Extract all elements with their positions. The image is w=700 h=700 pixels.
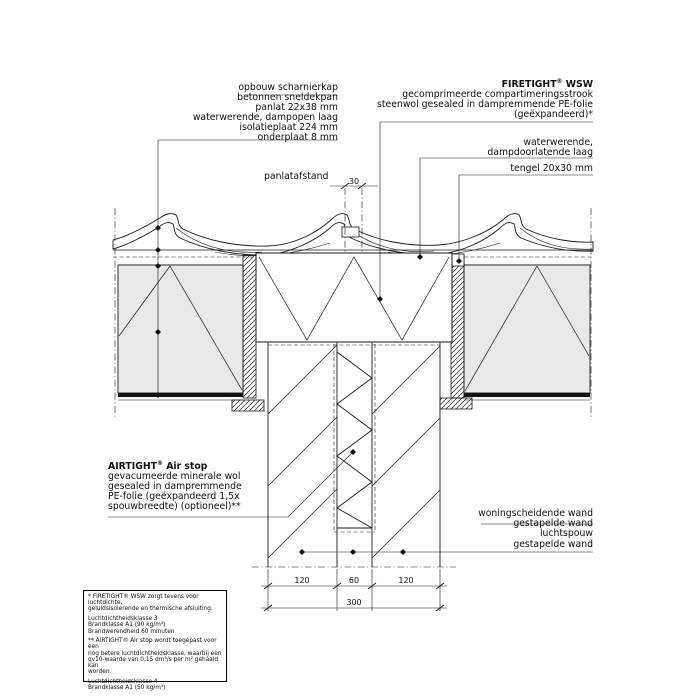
roof-stack-title: opbouw scharnierkap (238, 82, 338, 93)
roof-stack-item: panlat 22x38 mm (255, 101, 338, 113)
waterwerende-line: dampdoorlatende laag (487, 146, 593, 158)
airtight-line: gesealed in dampremmende (108, 481, 242, 492)
roof-stack-item: waterwerende, dampopen laag (192, 111, 338, 123)
roof-stack-labels (193, 83, 338, 142)
footnote-line: * FIRETIGHT® WSW zorgt tevens voor luchtdichte, (88, 594, 199, 607)
dimension-lines (261, 183, 447, 611)
airtight-line: gevacumeerde minerale wol (108, 471, 241, 482)
wall-item: gestapelde wand (513, 518, 593, 530)
firetight-line: (geëxpandeerd)* (514, 108, 593, 120)
insulation-panel-left (118, 265, 243, 393)
tile-profile-curves (176, 228, 592, 256)
tengel-label: tengel 20x30 mm (510, 163, 593, 174)
footnote-line: geluidsisolerende en thermische afsluiting. (88, 606, 213, 613)
airtight-product: Air stop (162, 461, 208, 472)
footnote-paragraph (88, 594, 223, 613)
dim-leaf-right: 120 (398, 576, 414, 585)
wall-item: gestapelde wand (513, 538, 593, 550)
dim-panlat-spacing: 30 (348, 177, 360, 186)
cavity-airstop-insulation (334, 344, 375, 532)
footnote-line: Brandwerendheid 60 minuten (88, 628, 175, 635)
onderplaat-boards (118, 393, 590, 400)
wall-labels (478, 509, 593, 550)
roof-stack-item: betonnen sneldekpan (237, 91, 338, 103)
footnote-paragraph (88, 679, 223, 691)
roof-stack-item: onderplaat 8 mm (257, 131, 338, 143)
panlat-detail (342, 188, 362, 253)
firetight-product: WSW (562, 79, 593, 90)
registered-mark: ® (556, 77, 563, 85)
airtight-line: spouwbreedte) (optioneel)** (108, 501, 241, 512)
airtight-brand: AIRTIGHT (108, 461, 157, 472)
firetight-strip-box (256, 253, 452, 342)
footnote-line: worden. (88, 669, 112, 676)
firetight-line: steenwol gesealed in dampremmende PE-folie (377, 98, 593, 110)
dim-cavity: 60 (348, 576, 360, 585)
dim-leaf-left: 120 (294, 576, 310, 585)
firetight-brand: FIRETIGHT (501, 79, 557, 90)
wall-item: luchtspouw (539, 528, 593, 540)
dim-total: 300 (346, 598, 362, 607)
wall-title: woningscheidende wand (478, 508, 593, 519)
footnote-line: qv10-waarde van 0,15 dm³/s per m² gehaald kan (88, 656, 219, 670)
footnote-line: Luchtdichtheidsklasse 4 (88, 678, 158, 685)
footnote-line: Brandklasse A1 (90 kg/m³) (88, 622, 166, 629)
insulation-panel-right (464, 265, 590, 393)
footnote-line: ** AIRTIGHT® Air stop wordt toegepast voor een (88, 638, 217, 651)
footnote-line: nog betere luchtdichtheidsklasse, waarbij een (88, 650, 222, 657)
firetight-line: gecomprimeerde compartimeringsstrook (402, 88, 593, 100)
party-wall (252, 342, 456, 567)
registered-mark: ® (156, 459, 163, 467)
footnote-paragraph (88, 616, 223, 635)
airtight-labels (108, 459, 242, 512)
waterwerende-labels (487, 138, 593, 158)
roof-stack-item: isolatieplaat 224 mm (239, 121, 338, 133)
footnote-line: Brandklasse A1 (50 kg/m³) (88, 685, 166, 692)
firetight-labels (377, 77, 593, 120)
footnote-paragraph (88, 638, 223, 675)
footnote-box (83, 590, 227, 692)
footnote-line: Luchtdichtheidsklasse 3 (88, 616, 158, 623)
panlatafstand-label: panlatafstand (264, 171, 329, 182)
waterwerende-line: waterwerende, (523, 137, 593, 148)
airtight-line: PE-folie (geëxpandeerd 1,5x (108, 491, 240, 502)
